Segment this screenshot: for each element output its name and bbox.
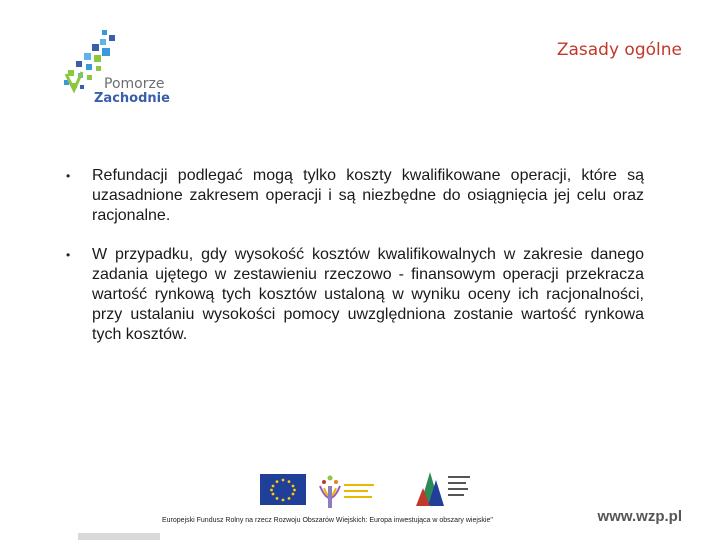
logo-text-zachodnie: Zachodnie	[94, 91, 170, 106]
bullet-marker: •	[66, 248, 71, 262]
slide-title: Zasady ogólne	[556, 40, 682, 60]
footer-caption: Europejski Fundusz Rolny na rzecz Rozwoju Obszarów Wiejskich: Europa inwestująca w obszary wiejskie"	[162, 517, 493, 524]
bullet-marker: •	[66, 169, 71, 183]
logo-text-pomorze: Pomorze	[104, 76, 165, 92]
bottom-divider	[78, 533, 160, 540]
footer-logos	[258, 466, 483, 518]
bullet-text: Refundacji podlegać mogą tylko koszty kwalifikowane operacji, które są uzasadnione zakresem operacji i są niezbędne do osiągnięcia jej celu oraz racjonalne.	[92, 167, 644, 224]
eu-flag-icon	[260, 474, 306, 505]
leader-logo	[320, 476, 374, 509]
prow-logo	[416, 472, 470, 506]
footer-url-link[interactable]: www.wzp.pl	[597, 508, 682, 525]
bullet-item	[66, 166, 644, 226]
bullet-list	[66, 166, 644, 364]
bullet-text: W przypadku, gdy wysokość kosztów kwalifikowalnych w zakresie danego zadania ujętego w zestawieniu rzeczowo - finansowym operacji przekracza wartość rynkową tych kosztów ustaloną w wyniku oceny ich racjonalności, przy ustalaniu wysokości pomocy uwzględniona zostanie wartość rynkowa tych kosztów.	[92, 246, 644, 343]
bullet-item	[66, 245, 644, 345]
